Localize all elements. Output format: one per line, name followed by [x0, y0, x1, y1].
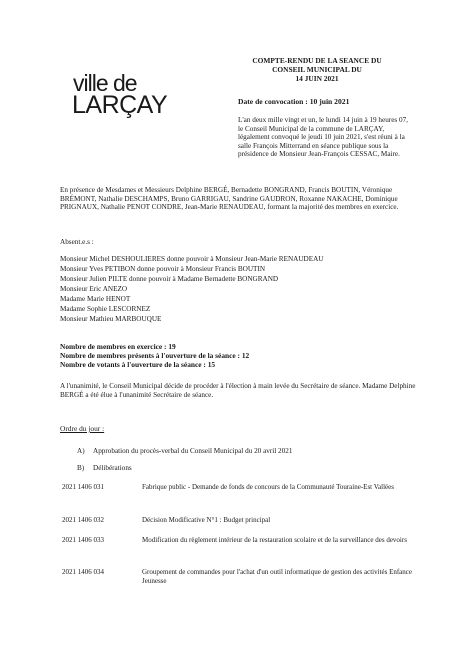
- title-line-1: COMPTE-RENDU DE LA SEANCE DU: [252, 56, 382, 65]
- logo-larcay-text: LARÇAY: [72, 91, 168, 119]
- deliberation-number: 2021 1406 033: [62, 536, 104, 544]
- count-exercice: Nombre de membres en exercice : 19: [60, 342, 176, 351]
- absent-item: Monsieur Michel DESHOULIERES donne pouvoir à Monsieur Jean-Marie RENAUDEAU: [60, 255, 324, 263]
- agenda-item-a: [77, 447, 292, 455]
- deliberation-text: Modification du règlement intérieur de la restauration scolaire et de la surveillance des devoirs: [142, 536, 407, 544]
- report-title: [232, 56, 402, 83]
- deliberation-number: 2021 1406 032: [62, 516, 104, 524]
- agenda-item-letter: B): [77, 464, 85, 472]
- deliberation-number: 2021 1406 034: [62, 568, 104, 576]
- deliberation-number: 2021 1406 031: [62, 483, 104, 491]
- agenda-item-text: Délibérations: [93, 464, 132, 472]
- absents-heading: Absent.e.s :: [60, 238, 94, 246]
- absents-list: [60, 254, 420, 324]
- deliberation-text: Fabrique public - Demande de fonds de concours de la Communauté Touraine-Est Vallées: [142, 483, 394, 491]
- agenda-item-letter: A): [77, 447, 85, 455]
- secretary-paragraph: A l'unanimité, le Conseil Municipal décide de procéder à l'élection à main levée du Secrétaire de séance. Madame Delphine BERGÉ a été élue à l'unanimité Secrétaire de séance.: [60, 382, 416, 399]
- deliberation-text: Décision Modificative N°1 : Budget principal: [142, 516, 271, 524]
- logo-ville-text: ville de: [73, 70, 137, 96]
- absent-item: Monsieur Yves PETIBON donne pouvoir à Monsieur Francis BOUTIN: [60, 265, 266, 273]
- absent-item: Monsieur Julien PILTE donne pouvoir à Madame Bernadette BONGRAND: [60, 275, 279, 283]
- convocation-date: Date de convocation : 10 juin 2021: [238, 97, 350, 106]
- count-presents: Nombre de membres présents à l'ouverture de la séance : 12: [60, 351, 250, 360]
- deliberation-text: Groupement de commandes pour l'achat d'un outil informatique de gestion des activités Enfance Jeunesse: [142, 568, 412, 585]
- count-votants: Nombre de votants à l'ouverture de la séance : 15: [60, 360, 216, 369]
- absent-item: Madame Sophie LESCORNEZ: [60, 305, 151, 313]
- presence-paragraph: En présence de Mesdames et Messieurs Delphine BERGÉ, Bernadette BONGRAND, Francis BOUTIN, Véronique BRÉMONT, Nathalie DESCHAMPS, Bruno GARRIGAU, Sandrine GAUDRON, Roxanne NAKACHE, Dominique PRIGNAUX, Nathalie PENOT CONDRE, Jean-Marie RENAUDEAU, formant la majorité des membres en exercice.: [60, 186, 399, 212]
- title-line-2: CONSEIL MUNICIPAL DU: [272, 65, 362, 74]
- absent-item: Monsieur Mathieu MARBOUQUE: [60, 315, 162, 323]
- agenda-heading: Ordre du jour :: [60, 424, 105, 433]
- member-counts: [60, 342, 249, 369]
- agenda-item-text: Approbation du procès-verbal du Conseil Municipal du 20 avril 2021: [93, 447, 293, 455]
- absent-item: Madame Marie HENOT: [60, 295, 131, 303]
- intro-paragraph: L'an deux mille vingt et un, le lundi 14 juin à 19 heures 07, le Conseil Municipal de la commune de LARÇAY, légalement convoqué le jeudi 10 juin 2021, s'est réuni à la salle François Mitterrand en séance publique sous la présidence de Monsieur Jean-François CESSAC, Maire.: [238, 116, 408, 159]
- agenda-item-b: [77, 464, 132, 472]
- absent-item: Monsieur Eric ANEZO: [60, 285, 128, 293]
- title-line-3: 14 JUIN 2021: [295, 74, 339, 83]
